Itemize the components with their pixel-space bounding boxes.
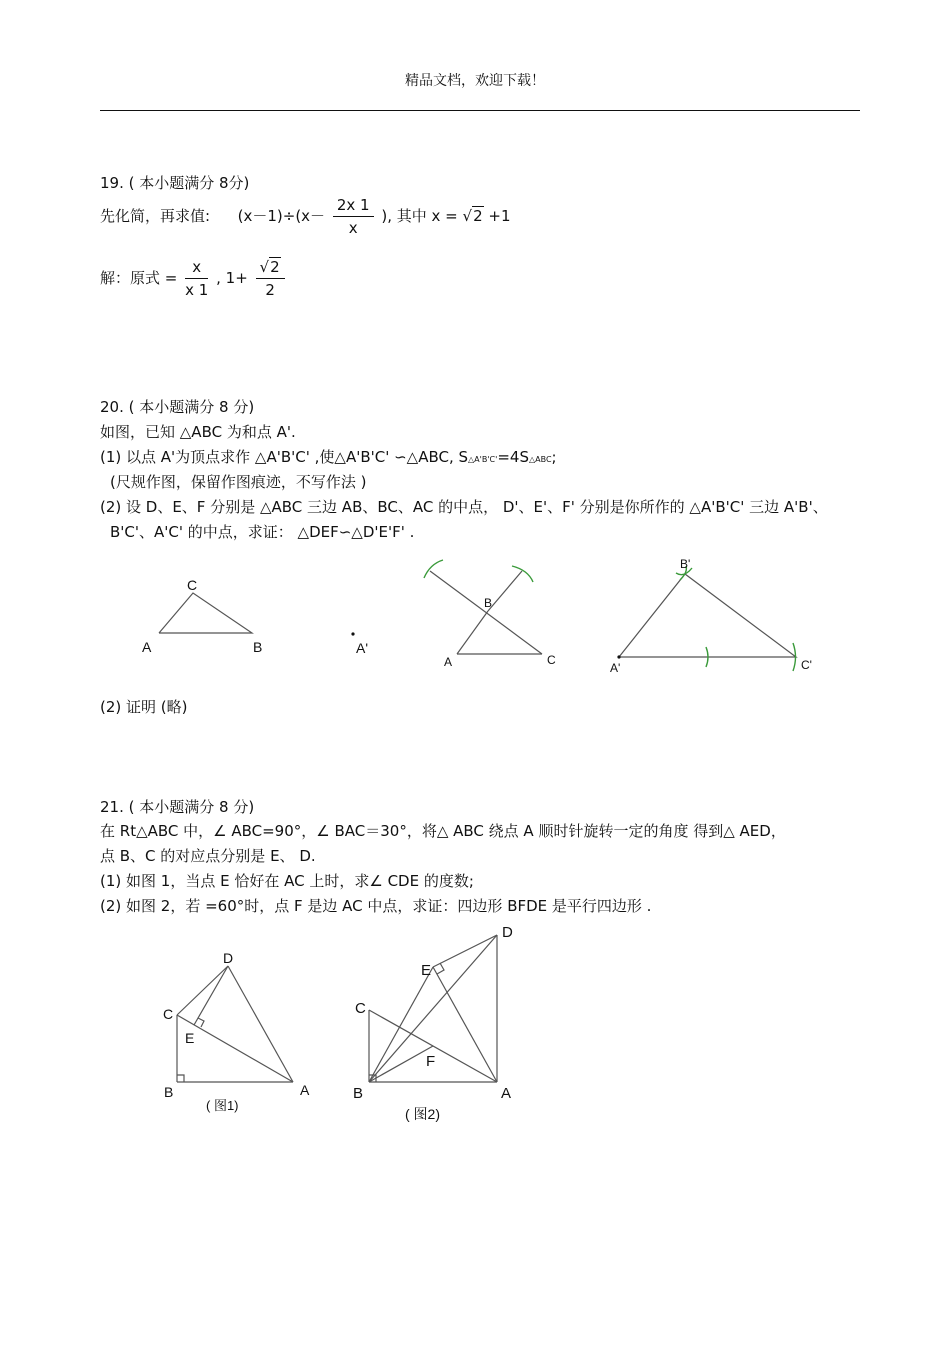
q20-line2-b: =4S	[497, 448, 529, 466]
q19-expr-b: ), 其中 x =	[381, 207, 458, 225]
q21-fig1-caption: ( 图1)	[206, 1098, 239, 1113]
q21-fig2-label-f: F	[426, 1053, 436, 1070]
q20-fig-a-label-c: C	[187, 577, 198, 593]
q20-line3: (尺规作图，保留作图痕迹，不写作法 )	[110, 473, 367, 491]
page-header: 精品文档，欢迎下载！	[405, 73, 545, 89]
q21-fig1-label-e: E	[185, 1030, 195, 1046]
q19-frac3-num: √2	[256, 258, 285, 279]
q20-title: 20. ( 本小题满分 8 分)	[100, 398, 255, 416]
q20-line2-c: ;	[551, 448, 557, 466]
q21-fig1-label-d: D	[223, 950, 234, 966]
q19-prompt: 先化简，再求值:	[100, 207, 211, 225]
q19-frac1-den: x	[348, 219, 358, 237]
q21-fig2-label-b: B	[353, 1085, 364, 1102]
q20-fig-c-label-b: B'	[680, 557, 691, 571]
q19-frac3-den: 2	[265, 281, 275, 299]
q19-frac1-num: 2x 1	[333, 196, 374, 217]
q20-line1: 如图，已知 △ABC 为和点 A'.	[100, 423, 296, 441]
q20-fig-c-label-c: C'	[801, 658, 812, 672]
q19-title: 19. ( 本小题满分 8分)	[100, 174, 250, 192]
q20-line2-sub1: △A'B'C'	[468, 455, 498, 464]
q21-fig1	[177, 966, 293, 1082]
q19-expr-a: (x－1)÷(x－	[237, 207, 326, 225]
q19-frac2-den: x 1	[185, 281, 209, 299]
q19-sol-sep: , 1+	[216, 269, 248, 287]
q20-fig-c-label-a: A'	[610, 661, 621, 675]
q20-line5: B'C'、A'C' 的中点，求证： △DEF∽△D'E'F' .	[110, 523, 415, 541]
q20-fig-b-label-a: A	[444, 655, 453, 669]
q20-fig-a-label-b: B	[253, 639, 263, 655]
q19-frac2-num: x	[185, 258, 208, 279]
q21-fig2-caption: ( 图2)	[405, 1106, 440, 1122]
q21-line4: (2) 如图 2，若 =60°时，点 F 是边 AC 中点，求证：四边形 BFDE 是平行四边形 .	[100, 897, 652, 915]
q20-point-label: A'	[356, 640, 369, 656]
q20-line2-a: (1) 以点 A'为顶点求作 △A'B'C' ,使△A'B'C' ∽△ABC, S	[100, 448, 469, 466]
q21-fig2-label-c: C	[355, 1000, 366, 1017]
q20-fig-b-label-c: C	[547, 653, 556, 667]
q21-fig2-label-d: D	[502, 924, 513, 941]
q21-fig1-label-b: B	[164, 1084, 174, 1100]
q19-sqrt: √2	[462, 207, 483, 225]
q21-fig1-label-a: A	[300, 1082, 310, 1098]
q19-sol-label: 解：原式 =	[100, 269, 178, 287]
q20-fig-b-label-b: B	[484, 596, 493, 610]
q19-sqrt-radicand: 2	[473, 207, 483, 225]
q20-line2-sub2: △ABC	[528, 455, 552, 464]
q21-line1: 在 Rt△ABC 中，∠ ABC=90°，∠ BAC＝30°，将△ ABC 绕点 A 顺时针旋转一定的角度 得到△ AED，	[100, 822, 786, 840]
q21-fig2-label-e: E	[421, 962, 432, 979]
q19-frac3-sqrt: 2	[270, 258, 280, 276]
q20-line4: (2) 设 D、E、F 分别是 △ABC 三边 AB、BC、AC 的中点， D'、E'、F' 分别是你所作的 △A'B'C' 三边 A'B'、	[100, 498, 828, 516]
q21-line2: 点 B、C 的对应点分别是 E、 D.	[100, 847, 316, 865]
q21-line3: (1) 如图 1，当点 E 恰好在 AC 上时，求∠ CDE 的度数;	[100, 872, 474, 890]
q21-fig1-right-angle-b	[177, 1075, 184, 1082]
q20-fig-a-label-a: A	[142, 639, 152, 655]
q21-fig1-label-c: C	[163, 1006, 174, 1022]
q21-fig2-label-a: A	[501, 1085, 512, 1102]
q21-fig1-right-angle-e	[198, 1018, 204, 1027]
q19-expr-c: +1	[488, 207, 511, 225]
q21-title: 21. ( 本小题满分 8 分)	[100, 798, 255, 816]
q20-answer: (2) 证明 (略)	[100, 698, 188, 716]
